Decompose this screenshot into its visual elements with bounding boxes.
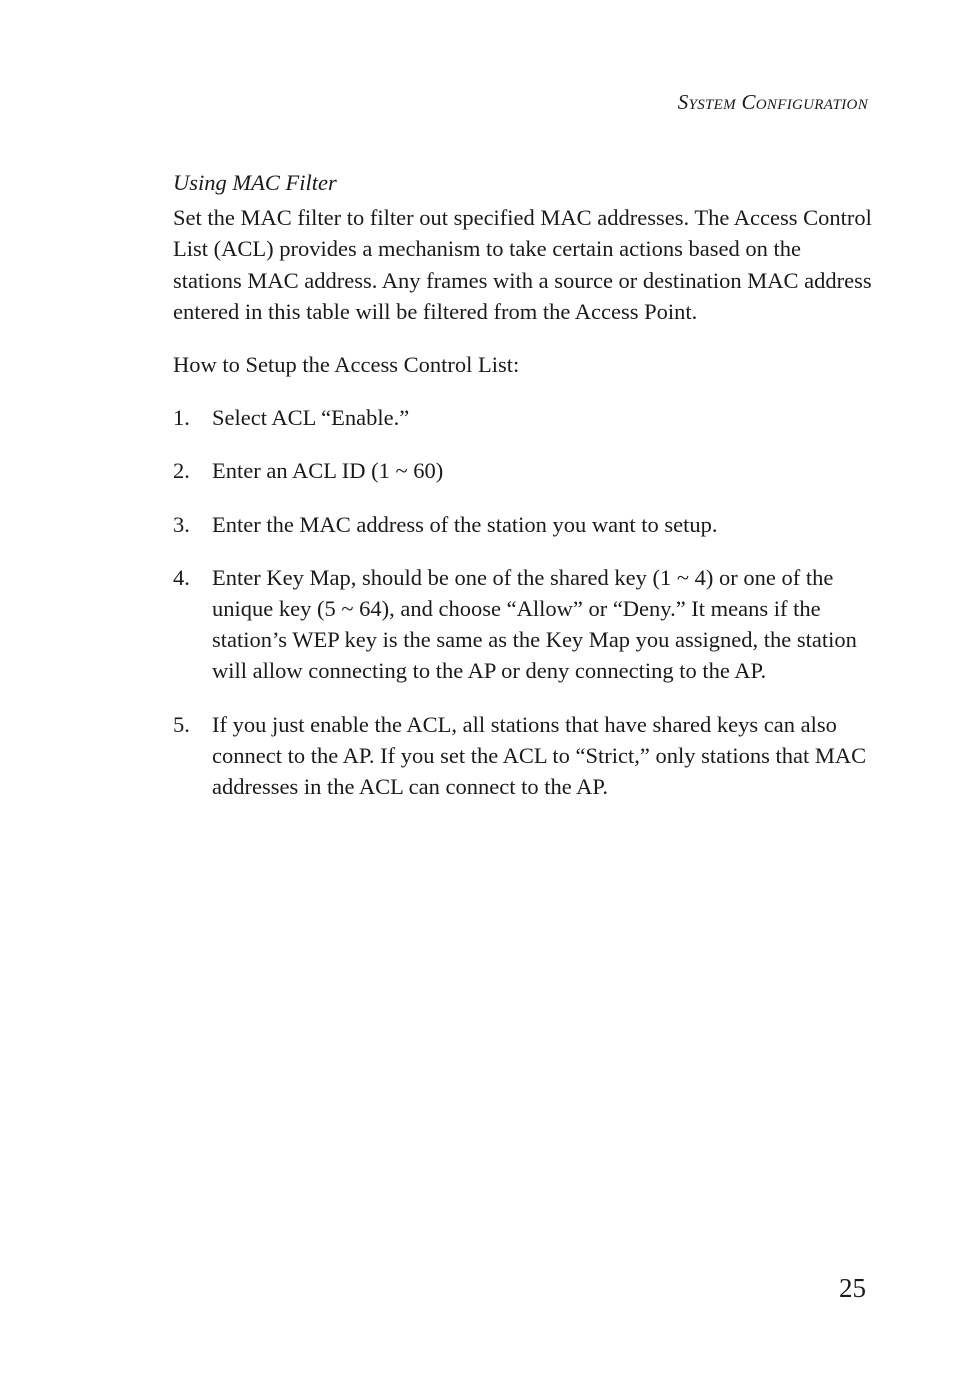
section-title: Using MAC Filter [173,170,337,195]
page-content [173,167,873,824]
step-number: 2. [173,458,190,484]
step-text: If you just enable the ACL, all stations that have shared keys can also connect to the AP. If you set the ACL to “Strict,” only stations that MAC addresses in the ACL can connect to the AP. [212,711,867,800]
step-text: Enter an ACL ID (1 ~ 60) [212,458,444,484]
step-text: Select ACL “Enable.” [212,405,410,431]
step-number: 5. [173,711,190,737]
step-number: 1. [173,405,190,431]
step-number: 3. [173,511,190,537]
step-text: Enter the MAC address of the station you want to setup. [212,511,718,537]
intro-paragraph: Set the MAC filter to filter out specified MAC addresses. The Access Control List (ACL) provides a mechanism to take certain actions based on the stations MAC address. Any frames with a source or destination MAC address entered in this table will be filtered from the Access Point. [173,205,872,324]
page-number: 25 [839,1273,866,1303]
setup-heading: How to Setup the Access Control List: [173,352,520,378]
setup-steps-list [173,402,873,802]
running-head: System Configuration [677,90,868,114]
list-item [173,402,873,433]
list-item [173,709,873,803]
step-number: 4. [173,564,190,590]
list-item [173,562,873,687]
list-item [173,455,873,486]
step-text: Enter Key Map, should be one of the shared key (1 ~ 4) or one of the unique key (5 ~ 64), and choose “Allow” or “Deny.” It means if the station’s WEP key is the same as the Key Map you assigned, the station will allow connecting to the AP or deny connecting to the AP. [212,564,857,684]
list-item [173,509,873,540]
